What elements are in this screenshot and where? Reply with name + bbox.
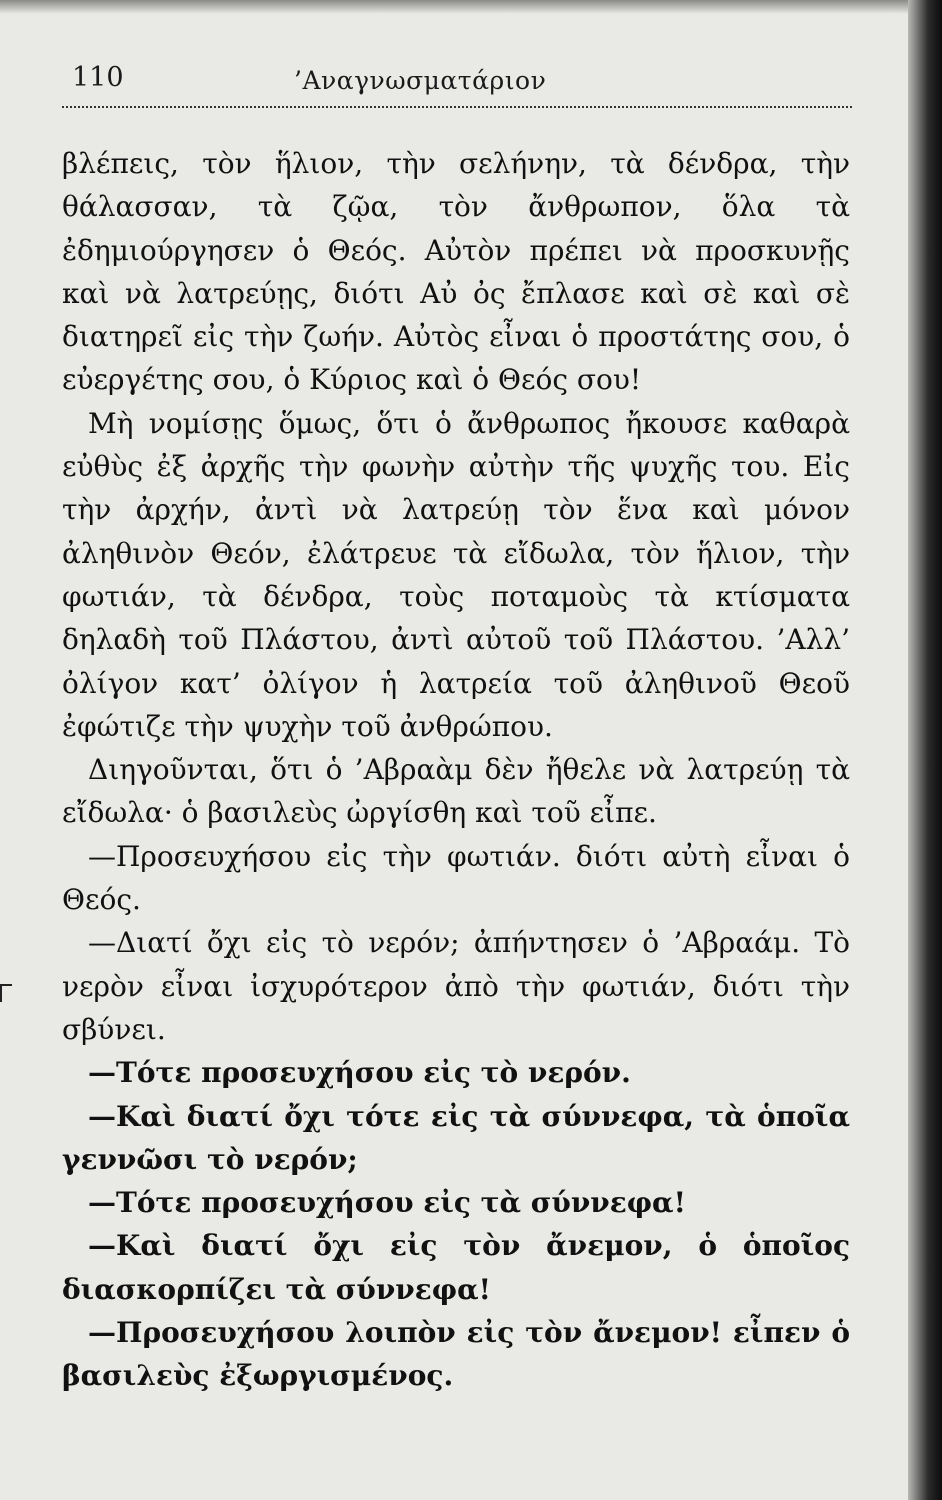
dialogue-line: —Προσευχήσου λοιπὸν εἰς τὸν ἄνεμον! εἶπεν ὁ βασιλεὺς ἐξωργισμένος. — [62, 1316, 850, 1393]
paragraph: βλέπεις, τὸν ἥλιον, τὴν σελήνην, τὰ δένδρα, τὴν θάλασσαν, τὰ ζῷα, τὸν ἄνθρωπον, ὅλα τὰ ἐδημιούργησεν ὁ Θεός. Αὐτὸν πρέπει νὰ προσκυνῇς καὶ νὰ λατρεύῃς, διότι Αὐ ὀς ἔπλασε καὶ σὲ καὶ σὲ διατηρεῖ εἰς τὴν ζωήν. Αὐτὸς εἶναι ὁ προστάτης σου, ὁ εὐεργέτης σου, ὁ Κύριος καὶ ὁ Θεός σου! — [62, 147, 850, 397]
dialogue-line: —Καὶ διατί ὄχι τότε εἰς τὰ σύννεφα, τὰ ὁποῖα γεννῶσι τὸ νερόν; — [62, 1099, 850, 1176]
margin-mark — [0, 984, 12, 1002]
dialogue-line: —Προσευχήσου εἰς τὴν φωτιάν. διότι αὐτὴ εἶναι ὁ Θεός. — [62, 839, 850, 917]
page-top-shadow — [0, 0, 942, 14]
header-rule — [62, 106, 852, 108]
dialogue-line: —Διατί ὄχι εἰς τὸ νερόν; ἀπήντησεν ὁ ’Αβραάμ. Τὸ νερὸν εἶναι ἰσχυρότερον ἀπὸ τὴν φωτιάν, διότι τὴν σβύνει. — [62, 926, 850, 1046]
running-title: ’Αναγνωσματάριον — [294, 66, 547, 95]
dialogue-line: —Τότε προσευχήσου εἰς τὰ σύννεφα! — [88, 1186, 686, 1220]
dialogue-line: —Τότε προσευχήσου εἰς τὸ νερόν. — [88, 1056, 631, 1090]
page-header — [62, 60, 862, 100]
body-text — [62, 142, 850, 1398]
page-number: 110 — [72, 62, 124, 93]
paragraph: Μὴ νομίσῃς ὅμως, ὅτι ὁ ἄνθρωπος ἤκουσε καθαρὰ εὐθὺς ἐξ ἀρχῆς τὴν φωνὴν αὐτὴν τῆς ψυχῆς του. Εἰς τὴν ἀρχήν, ἀντὶ νὰ λατρεύῃ τὸν ἕνα καὶ μόνον ἀληθινὸν Θεόν, ἐλάτρευε τὰ εἴδωλα, τὸν ἥλιον, τὴν φωτιάν, τὰ δένδρα, τοὺς ποταμοὺς τὰ κτίσματα δηλαδὴ τοῦ Πλάστου, ἀντὶ αὐτοῦ τοῦ Πλάστου. ’Αλλ’ ὀλίγον κατ’ ὀλίγον ἡ λατρεία τοῦ ἀληθινοῦ Θεοῦ ἐφώτιζε τὴν ψυχὴν τοῦ ἀνθρώπου. — [62, 406, 850, 743]
page-spine-shadow — [908, 0, 942, 1500]
paragraph: Διηγοῦνται, ὅτι ὁ ’Αβραὰμ δὲν ἤθελε νὰ λατρεύῃ τὰ εἴδωλα· ὁ βασιλεὺς ὠργίσθη καὶ τοῦ εἶπε. — [62, 753, 850, 830]
dialogue-line: —Καὶ διατί ὄχι εἰς τὸν ἄνεμον, ὁ ὁποῖος διασκορπίζει τὰ σύννεφα! — [62, 1229, 850, 1306]
